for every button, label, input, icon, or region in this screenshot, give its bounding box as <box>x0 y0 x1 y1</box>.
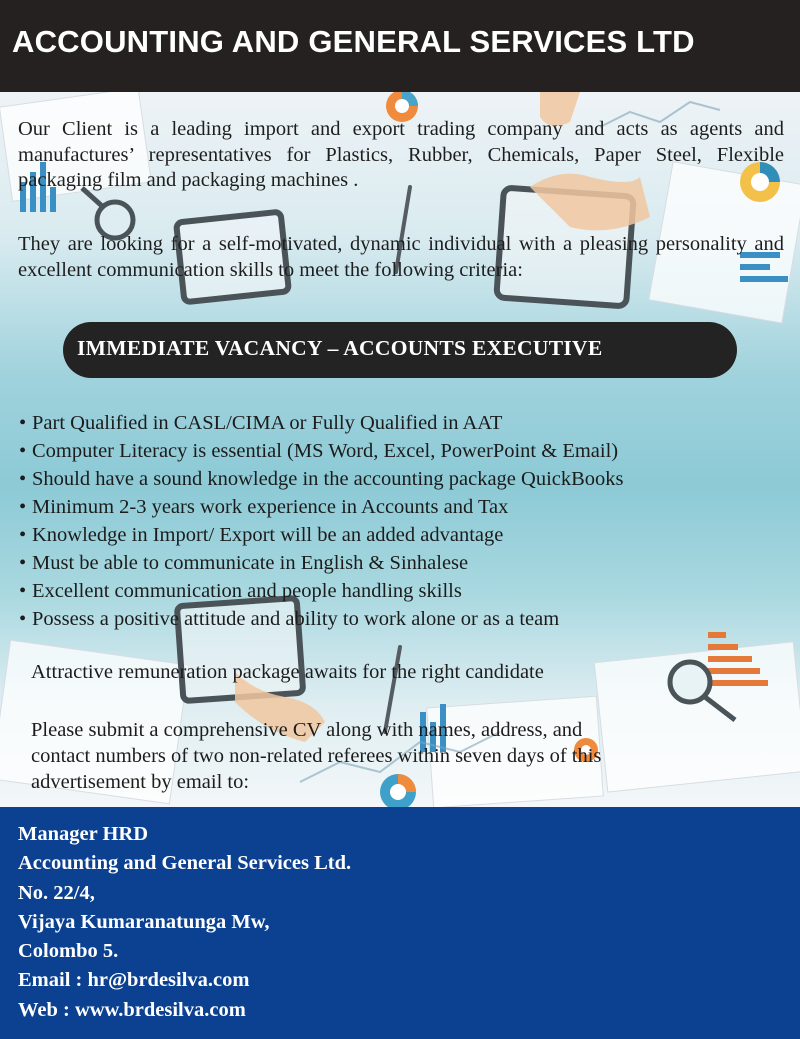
contact-address-number: No. 22/4, <box>18 881 95 904</box>
list-item <box>19 521 624 549</box>
intro-paragraph-1: Our Client is a leading import and export trading company and acts as agents and manufactures’ representatives for Plastics, Rubber, Chemicals, Paper Steel, Flexible packaging film and packaging machines . <box>18 118 784 191</box>
contact-address-city: Colombo 5. <box>18 940 119 963</box>
list-item <box>19 437 624 465</box>
requirement-text: Excellent communication and people handling skills <box>32 580 462 602</box>
requirement-text: Computer Literacy is essential (MS Word, Excel, PowerPoint & Email) <box>32 440 619 462</box>
list-item <box>19 493 624 521</box>
bullet-icon: • <box>19 468 27 490</box>
list-item <box>19 465 624 493</box>
vacancy-title: IMMEDIATE VACANCY – ACCOUNTS EXECUTIVE <box>77 336 603 360</box>
vacancy-banner <box>63 322 737 378</box>
header-bar <box>0 0 800 92</box>
bullet-icon: • <box>19 496 27 518</box>
submit-line-3: advertisement by email to: <box>31 771 250 793</box>
requirement-text: Knowledge in Import/ Export will be an added advantage <box>32 524 504 546</box>
bullet-icon: • <box>19 580 27 602</box>
list-item <box>19 409 624 437</box>
requirement-text: Minimum 2-3 years work experience in Accounts and Tax <box>32 496 509 518</box>
list-item <box>19 605 624 633</box>
bullet-icon: • <box>19 524 27 546</box>
list-item <box>19 549 624 577</box>
intro-paragraph-2: They are looking for a self-motivated, dynamic individual with a pleasing personality and excellent communication skills to meet the following criteria: <box>18 233 784 281</box>
bullet-icon: • <box>19 440 27 462</box>
submit-line-2: contact numbers of two non-related referees within seven days of this <box>31 745 602 767</box>
contact-address-street: Vijaya Kumaranatunga Mw, <box>18 910 270 933</box>
requirement-text: Possess a positive attitude and ability to work alone or as a team <box>32 608 560 630</box>
bullet-icon: • <box>19 552 27 574</box>
bullet-icon: • <box>19 608 27 630</box>
list-item <box>19 577 624 605</box>
requirement-text: Part Qualified in CASL/CIMA or Fully Qualified in AAT <box>32 412 503 434</box>
remuneration-text: Attractive remuneration package awaits for the right candidate <box>31 661 544 683</box>
submit-line-1: Please submit a comprehensive CV along with names, address, and <box>31 719 583 741</box>
bullet-icon: • <box>19 412 27 434</box>
contact-recipient: Manager HRD <box>18 823 149 845</box>
contact-block <box>18 820 351 1025</box>
contact-website[interactable]: Web : www.brdesilva.com <box>18 998 246 1021</box>
requirements-list <box>19 409 624 633</box>
requirement-text: Must be able to communicate in English & Sinhalese <box>32 552 469 574</box>
requirement-text: Should have a sound knowledge in the accounting package QuickBooks <box>32 468 624 490</box>
contact-email[interactable]: Email : hr@brdesilva.com <box>18 969 250 992</box>
contact-company: Accounting and General Services Ltd. <box>18 852 352 875</box>
company-title: ACCOUNTING AND GENERAL SERVICES LTD <box>12 24 695 59</box>
